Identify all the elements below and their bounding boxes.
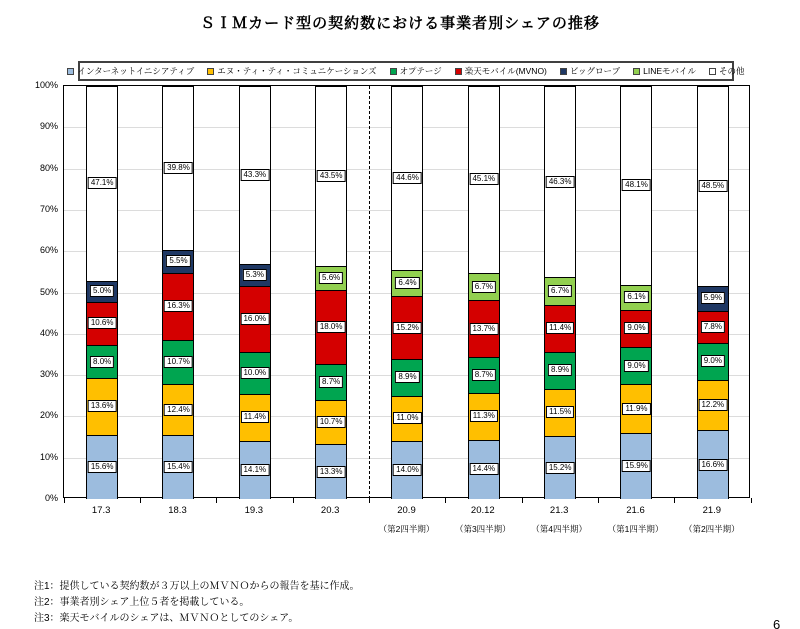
bar-segment-label: 15.4%: [164, 461, 193, 473]
bar-segment-label: 11.3%: [470, 410, 498, 422]
y-axis-tick-label: 90%: [39, 121, 58, 132]
bar-segment-label: 5.0%: [90, 285, 114, 297]
bar-column: [293, 86, 369, 499]
legend-label: その他: [719, 66, 745, 76]
bar-column: [446, 86, 522, 499]
y-axis-tick-label: 50%: [39, 286, 58, 297]
category-sublabel: （第3四半期）: [454, 524, 511, 534]
category-sublabel: （第4四半期）: [531, 524, 588, 534]
bar-column: [369, 86, 445, 499]
legend-swatch-icon: [67, 68, 74, 75]
bar-segment-label: 9.0%: [624, 360, 648, 372]
bar-segment-label: 10.6%: [88, 317, 117, 329]
legend-item: [455, 65, 547, 77]
page-number: 6: [773, 617, 781, 629]
bar-segment-label: 16.0%: [240, 313, 269, 325]
y-axis-tick-label: 70%: [39, 203, 58, 214]
bar-segment-label: 11.0%: [393, 412, 421, 424]
bar-segment-label: 5.9%: [701, 292, 725, 304]
legend-item: [560, 65, 620, 77]
category-label: 19.3: [244, 505, 264, 516]
bar-segment-label: 10.0%: [240, 367, 269, 379]
legend-item: [67, 65, 194, 77]
legend-label: ビッグローブ: [569, 66, 621, 76]
bar-segment-label: 48.5%: [698, 180, 727, 192]
legend-swatch-icon: [560, 68, 567, 75]
bar-segment-label: 13.7%: [469, 323, 498, 335]
bar-segment-label: 7.8%: [701, 321, 725, 333]
category-sublabel: （第2四半期）: [378, 524, 435, 534]
legend-label: インターネットイニシアティブ: [77, 66, 195, 76]
bar-segment-label: 9.0%: [701, 355, 725, 367]
legend-label: 楽天モバイル(MVNO): [464, 66, 547, 76]
bar-segment-label: 10.7%: [317, 416, 346, 428]
category-label: 21.6: [626, 505, 645, 516]
bar-column: [598, 86, 674, 499]
bar-column: [675, 86, 751, 499]
y-axis-tick-label: 40%: [39, 327, 58, 338]
bar-segment-label: 8.7%: [472, 369, 496, 381]
category-label: 21.3: [549, 505, 569, 516]
bar-segment-label: 43.5%: [317, 170, 346, 182]
bar-segment-label: 46.3%: [546, 176, 575, 188]
legend-label: エヌ・ティ・ティ・コミュニケーションズ: [217, 66, 377, 76]
legend-swatch-icon: [633, 68, 640, 75]
bar-segment-label: 6.7%: [548, 285, 572, 297]
notes: [34, 579, 360, 627]
bar-segment-label: 39.8%: [164, 162, 193, 174]
bar-segment-label: 45.1%: [469, 173, 498, 185]
bar-segment-label: 16.6%: [698, 459, 727, 471]
bar-segment-label: 10.7%: [164, 356, 193, 368]
y-axis-tick-label: 10%: [39, 451, 58, 462]
legend-swatch-icon: [709, 68, 716, 75]
category-label: 17.3: [91, 505, 111, 516]
bar-segment-label: 11.4%: [546, 322, 574, 334]
legend-swatch-icon: [390, 68, 397, 75]
bar-segment-label: 11.5%: [546, 406, 574, 418]
legend-swatch-icon: [455, 68, 462, 75]
bar-segment-label: 12.2%: [698, 399, 727, 411]
bar-segment-label: 15.2%: [546, 462, 575, 474]
category-label: 20.12: [470, 505, 495, 516]
bar-segment-label: 6.1%: [624, 291, 648, 303]
bar-segment-label: 12.4%: [164, 404, 193, 416]
bar-segment-label: 5.3%: [243, 269, 267, 281]
bar-segment-label: 18.0%: [317, 321, 346, 333]
category-label: 20.9: [397, 505, 416, 516]
legend-item: [709, 65, 745, 77]
bar-column: [140, 86, 216, 499]
bar-segment-label: 47.1%: [88, 177, 117, 189]
legend-swatch-icon: [207, 68, 214, 75]
bar-segment-label: 48.1%: [622, 179, 651, 191]
bar-segment-label: 6.7%: [472, 281, 496, 293]
bar-segment-label: 6.4%: [395, 277, 419, 289]
legend-item: [207, 65, 376, 77]
y-axis-tick-label: 30%: [39, 369, 58, 380]
y-axis-tick-label: 60%: [39, 245, 58, 256]
bar-segment-label: 5.5%: [166, 255, 190, 267]
category-label: 21.9: [702, 505, 722, 516]
bar-segment-label: 13.6%: [88, 400, 117, 412]
plot-area: [63, 85, 750, 498]
bar-segment-label: 15.9%: [622, 460, 651, 472]
legend-label: LINEモバイル: [643, 66, 697, 76]
legend-item: [390, 65, 442, 77]
chart-title: ＳＩＭカード型の契約数における事業者別シェアの推移: [200, 15, 600, 32]
note-line: 注3：楽天モバイルのシェアは、ＭＶＮＯとしてのシェア。: [34, 613, 299, 624]
y-axis-tick-label: 100%: [34, 80, 58, 90]
bar-segment-label: 15.6%: [88, 461, 117, 473]
bar-column: [64, 86, 140, 499]
y-axis-tick-label: 0%: [44, 493, 58, 503]
bar-segment-label: 14.0%: [393, 464, 422, 476]
bar-segment-label: 9.0%: [624, 322, 648, 334]
bar-segment-label: 8.7%: [319, 376, 343, 388]
y-axis-tick-label: 20%: [39, 410, 58, 421]
bar-segment-label: 43.3%: [240, 169, 269, 181]
category-label: 20.3: [320, 505, 340, 516]
bar-segment-label: 13.3%: [317, 466, 346, 478]
bar-segment-label: 14.4%: [469, 463, 498, 475]
category-sublabel: （第1四半期）: [607, 524, 664, 534]
bar-segment-label: 16.3%: [164, 300, 193, 312]
legend: [77, 61, 745, 81]
note-line: 注2：事業者別シェア上位５者を掲載している。: [34, 597, 250, 608]
bar-segment-label: 14.1%: [240, 464, 269, 476]
category-label: 18.3: [168, 505, 187, 516]
category-sublabel: （第2四半期）: [683, 524, 740, 534]
bar-segment-label: 11.4%: [241, 411, 269, 423]
legend-item: [633, 65, 696, 77]
bar-column: [522, 86, 598, 499]
bar-segment-label: 5.6%: [319, 272, 343, 284]
y-axis-tick-label: 80%: [39, 162, 58, 173]
bar-segment-label: 8.9%: [548, 364, 572, 376]
note-line: 注1：提供している契約数が３万以上のＭＶＮＯからの報告を基に作成。: [34, 581, 360, 592]
bar-segment-label: 44.6%: [393, 172, 422, 184]
bar-segment-label: 8.9%: [395, 371, 419, 383]
bar-segment-label: 11.9%: [622, 403, 650, 415]
bar-segment-label: 8.0%: [90, 356, 114, 368]
legend-label: オプテージ: [399, 66, 442, 76]
bar-column: [217, 86, 293, 499]
bar-segment-label: 15.2%: [393, 322, 422, 334]
